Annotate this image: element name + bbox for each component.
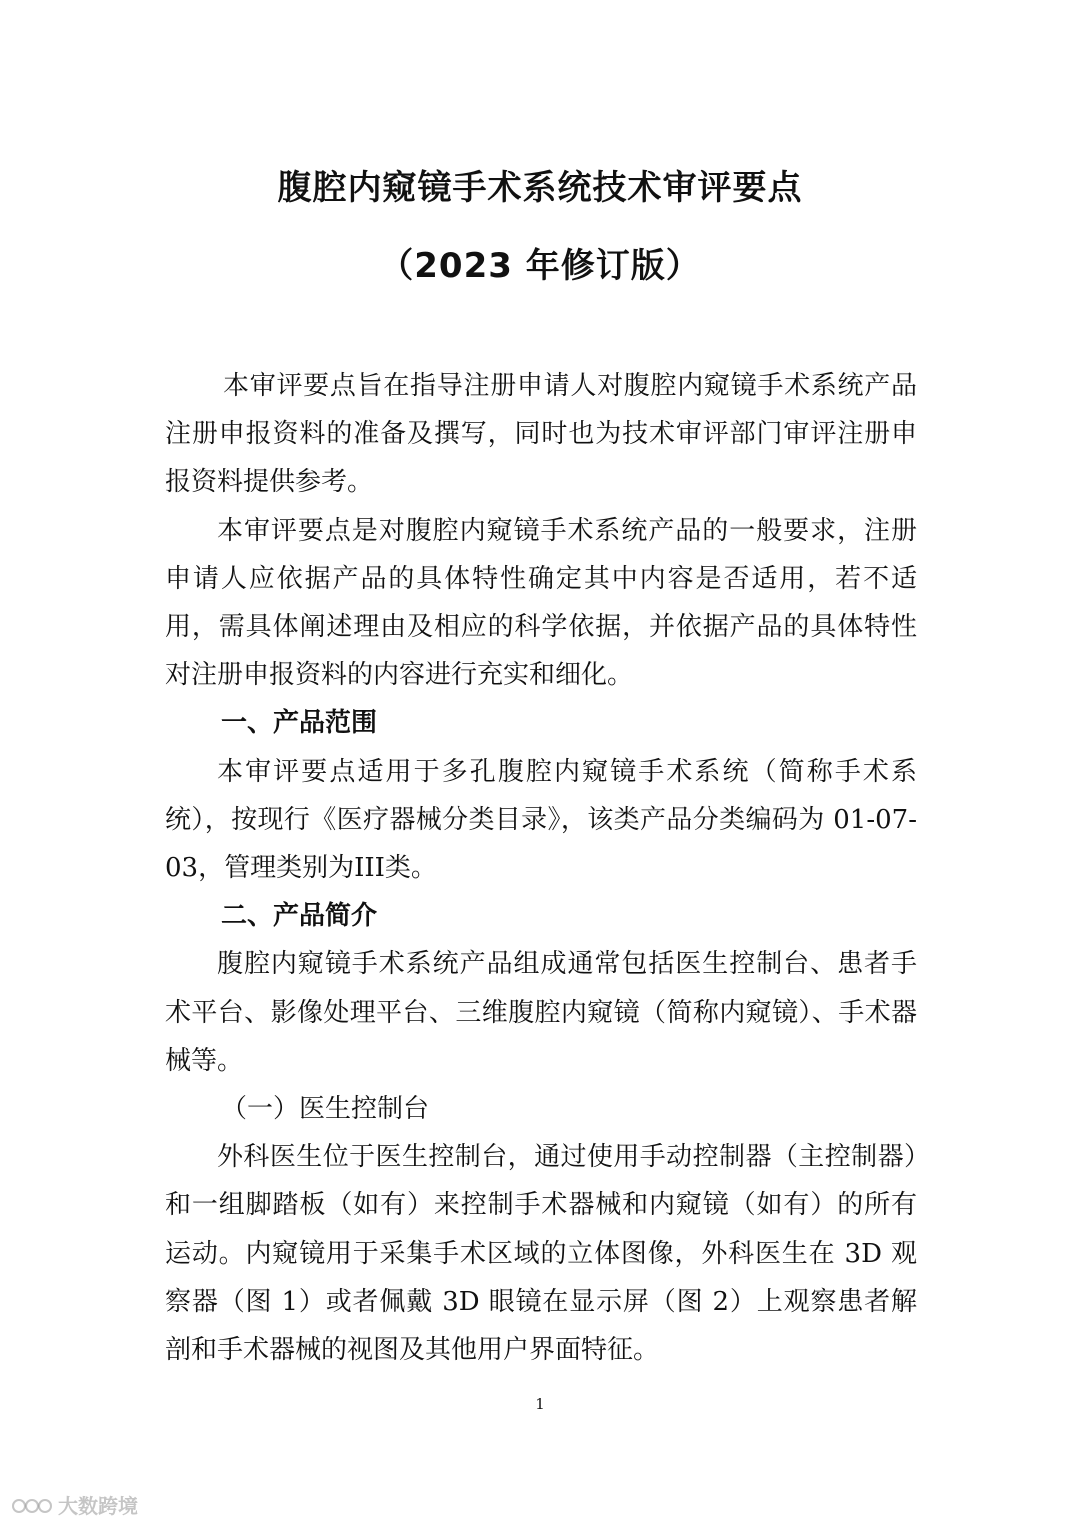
watermark (10, 1490, 138, 1519)
page-number: 1 (535, 1395, 545, 1413)
console-paragraph: 外科医生位于医生控制台，通过使用手动控制器（主控制器）和一组脚踏板（如有）来控制手术器械和内窥镜（如有）的所有运动。内窥镜用于采集手术区域的立体图像，外科医生在 3D 观察器（图 1）或者佩戴 3D 眼镜在显示屏（图 2）上观察患者解剖和手术器械的视图及其他用户界面特征。 (165, 1142, 917, 1366)
section-heading-scope: 一、产品范围 (221, 708, 378, 739)
document-title: 腹腔内窥镜手术系统技术审评要点 (277, 168, 803, 208)
watermark-logo-icon (10, 1492, 54, 1518)
intro-paragraph-1: 本审评要点旨在指导注册申请人对腹腔内窥镜手术系统产品注册申报资料的准备及撰写，同时也为技术审评部门审评注册申报资料提供参考。 (165, 371, 917, 498)
section-heading-introduction: 二、产品简介 (221, 901, 378, 932)
watermark-text: 大数跨境 (58, 1494, 138, 1518)
document-body (165, 362, 917, 1374)
subsection-heading-console: （一）医生控制台 (221, 1094, 430, 1125)
scope-paragraph: 本审评要点适用于多孔腹腔内窥镜手术系统（简称手术系统），按现行《医疗器械分类目录》，该类产品分类编码为 01-07-03，管理类别为III类。 (165, 756, 917, 884)
document-subtitle: （2023 年修订版） (379, 246, 701, 286)
introduction-paragraph: 腹腔内窥镜手术系统产品组成通常包括医生控制台、患者手术平台、影像处理平台、三维腹腔内窥镜（简称内窥镜）、手术器械等。 (165, 949, 917, 1076)
intro-paragraph-2: 本审评要点是对腹腔内窥镜手术系统产品的一般要求，注册申请人应依据产品的具体特性确定其中内容是否适用，若不适用，需具体阐述理由及相应的科学依据，并依据产品的具体特性对注册申报资料的内容进行充实和细化。 (165, 515, 917, 691)
